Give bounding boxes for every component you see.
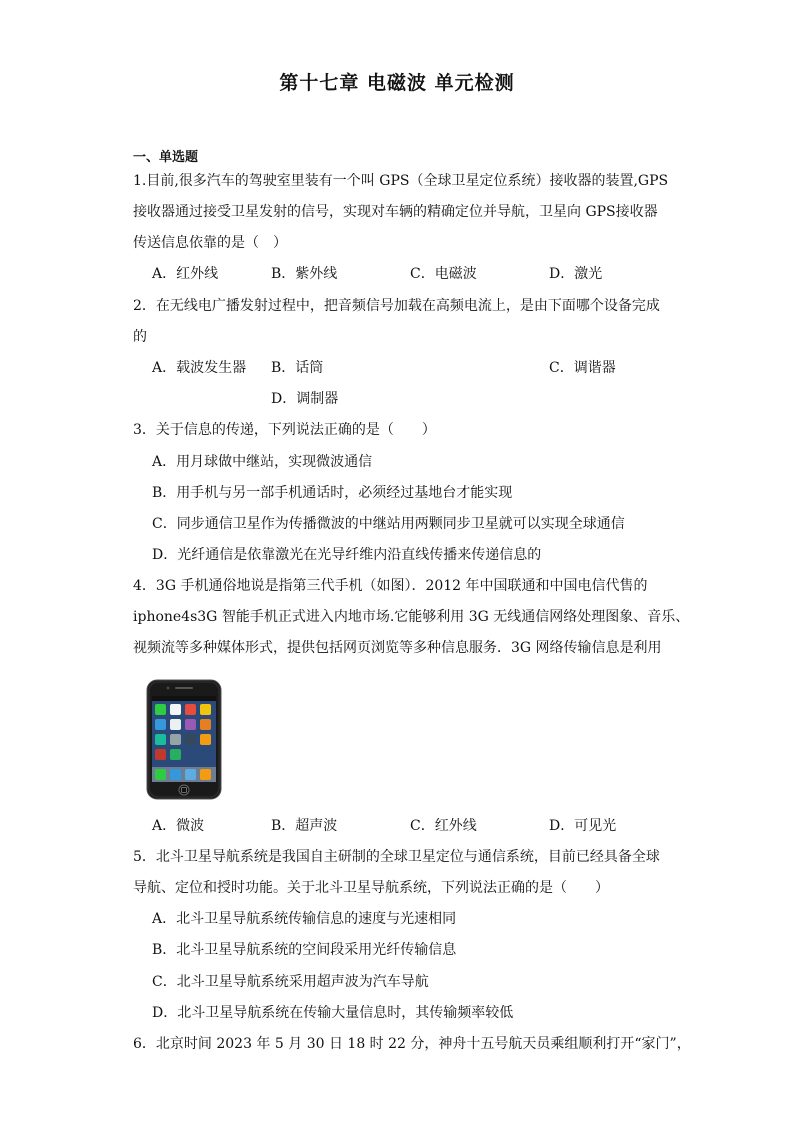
q5-line-1: 5．北斗卫星导航系统是我国自主研制的全球卫星定位与通信系统，目前已经具备全球 [133, 849, 660, 865]
q3-option-d: D．光纤通信是依靠激光在光导纤维内沿直线传播来传递信息的 [152, 547, 542, 563]
q5-option-d: D．北斗卫星导航系统在传输大量信息时，其传输频率较低 [152, 1005, 514, 1021]
q5-line-2: 导航、定位和授时功能。关于北斗卫星导航系统，下列说法正确的是（ ） [133, 880, 609, 896]
q1-line-2: 接收器通过接受卫星发射的信号，实现对车辆的精确定位并导航，卫星向 GPS接收器 [133, 204, 658, 220]
q2-option-b: B．话筒 [271, 360, 324, 376]
q1-line-1: 1.目前,很多汽车的驾驶室里装有一个叫 GPS（全球卫星定位系统）接收器的装置,GPS [133, 173, 669, 189]
q1-option-c: C．电磁波 [410, 266, 477, 282]
q4-line-3: 视频流等多种媒体形式，提供包括网页浏览等多种信息服务．3G 网络传输信息是利用 [133, 640, 662, 656]
q4-line-1: 4．3G 手机通俗地说是指第三代手机（如图）．2012 年中国联通和中国电信代售的 [133, 578, 648, 594]
q1-line-3: 传送信息依靠的是（ ） [133, 235, 287, 251]
smartphone-image [146, 679, 222, 800]
q3-option-a: A．用月球做中继站，实现微波通信 [152, 454, 373, 470]
section-heading: 一、单选题 [133, 150, 199, 165]
q4-line-2: iphone4s3G 智能手机正式进入内地市场.它能够利用 3G 无线通信网络处理图象、音乐、 [133, 609, 690, 625]
q4-option-b: B．超声波 [271, 818, 338, 834]
q1-option-b: B．紫外线 [271, 266, 338, 282]
page-title: 第十七章 电磁波 单元检测 [279, 72, 515, 94]
q3-option-b: B．用手机与另一部手机通话时，必须经过基地台才能实现 [152, 485, 513, 501]
q3-option-c: C．同步通信卫星作为传播微波的中继站用两颗同步卫星就可以实现全球通信 [152, 516, 625, 532]
q4-option-a: A．微波 [152, 818, 205, 834]
q2-line-2: 的 [133, 329, 147, 345]
q6-line-1: 6．北京时间 2023 年 5 月 30 日 18 时 22 分，神舟十五号航天员乘组顺利打开“家门”， [133, 1036, 691, 1052]
q2-option-c: C．调谐器 [549, 360, 616, 376]
q5-option-b: B．北斗卫星导航系统的空间段采用光纤传输信息 [152, 942, 457, 958]
q4-option-c: C．红外线 [410, 818, 477, 834]
q1-option-a: A．红外线 [152, 266, 219, 282]
q3-line-1: 3．关于信息的传递，下列说法正确的是（ ） [133, 422, 436, 438]
q1-option-d: D．激光 [549, 266, 603, 282]
q2-option-a: A．载波发生器 [152, 360, 247, 376]
q2-option-d: D．调制器 [271, 391, 339, 407]
q5-option-a: A．北斗卫星导航系统传输信息的速度与光速相同 [152, 911, 457, 927]
q5-option-c: C．北斗卫星导航系统采用超声波为汽车导航 [152, 974, 429, 990]
q4-option-d: D．可见光 [549, 818, 617, 834]
q2-line-1: 2．在无线电广播发射过程中，把音频信号加载在高频电流上，是由下面哪个设备完成 [133, 298, 660, 314]
